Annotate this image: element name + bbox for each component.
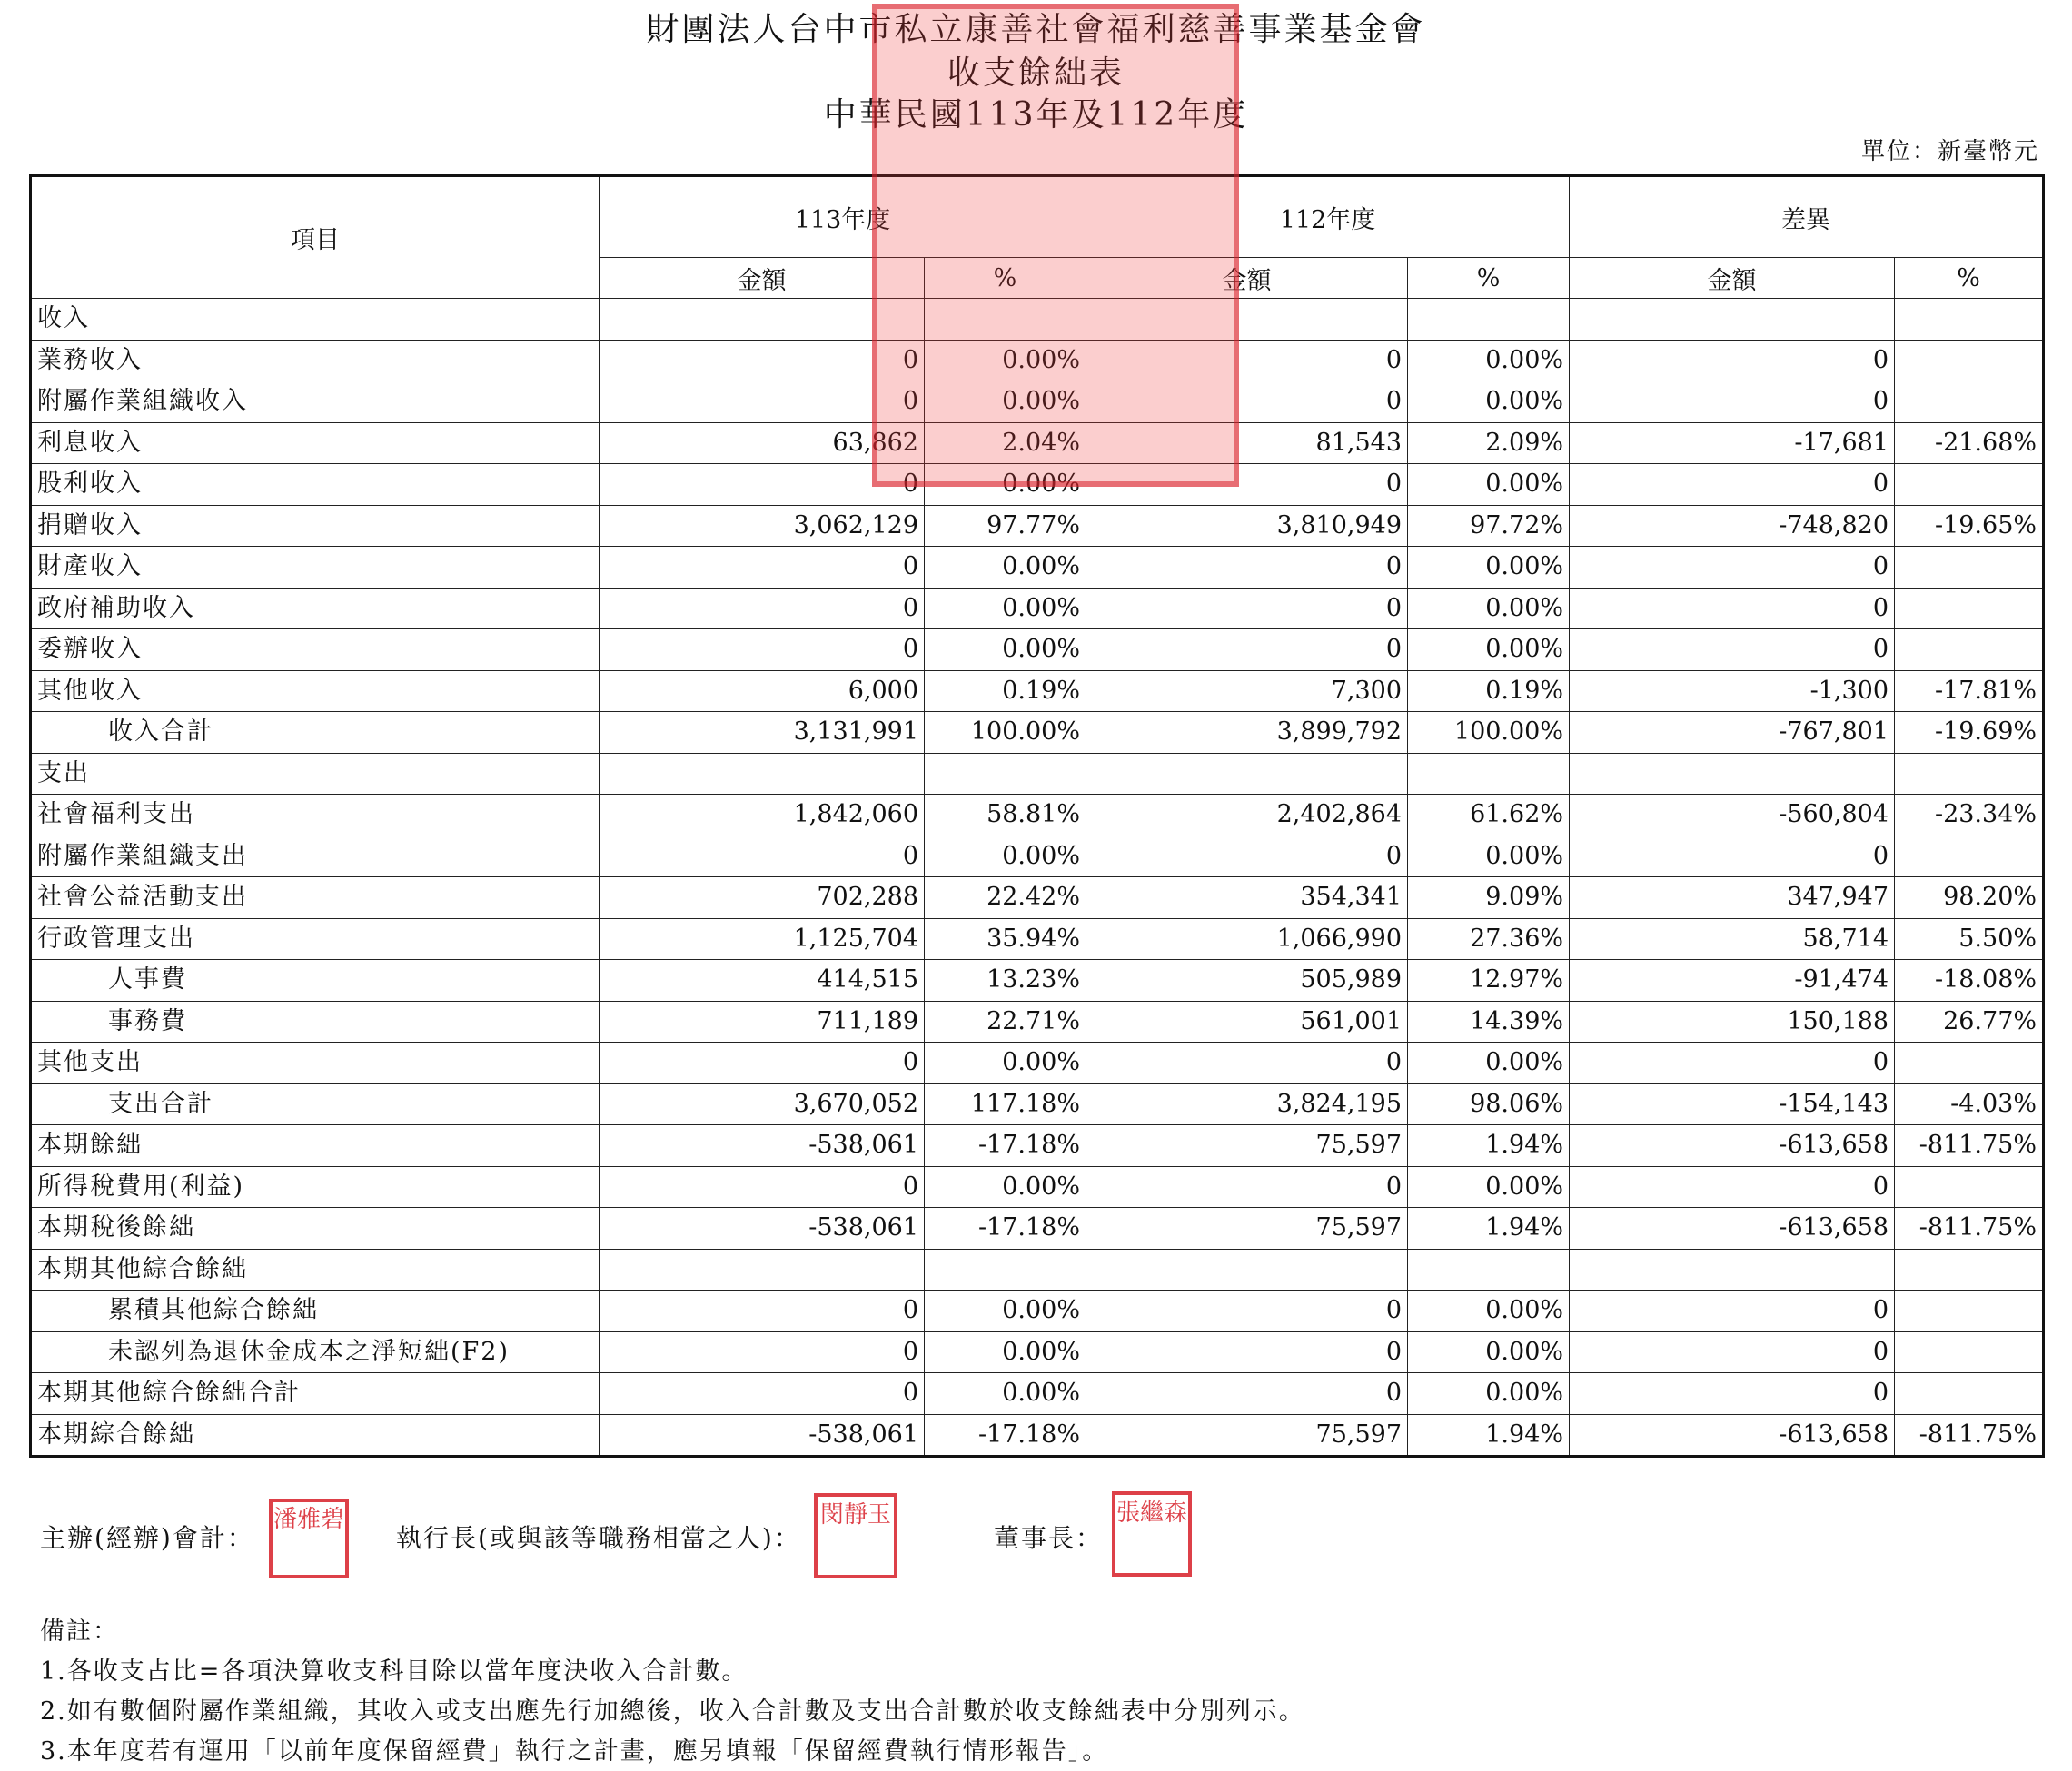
column-header-year-113: 113年度 bbox=[600, 176, 1086, 258]
cell-amount-diff: -154,143 bbox=[1570, 1083, 1895, 1125]
column-header-difference: 差異 bbox=[1570, 176, 2044, 258]
row-label: 財產收入 bbox=[31, 547, 600, 589]
cell-percent-diff bbox=[1895, 464, 2044, 506]
cell-amount-113: 414,515 bbox=[600, 960, 925, 1002]
cell-amount-113: 0 bbox=[600, 588, 925, 629]
table-row bbox=[31, 1291, 2044, 1332]
table-row bbox=[31, 1373, 2044, 1415]
row-label: 業務收入 bbox=[31, 340, 600, 381]
cell-amount-113: -538,061 bbox=[600, 1208, 925, 1250]
cell-percent-112: 0.00% bbox=[1408, 547, 1570, 589]
cell-amount-113: 0 bbox=[600, 1166, 925, 1208]
cell-percent-diff bbox=[1895, 547, 2044, 589]
table-row bbox=[31, 960, 2044, 1002]
row-label: 本期綜合餘絀 bbox=[31, 1414, 600, 1457]
cell-amount-diff: -1,300 bbox=[1570, 670, 1895, 712]
cell-amount-112: 75,597 bbox=[1086, 1208, 1408, 1250]
cell-percent-112: 0.19% bbox=[1408, 670, 1570, 712]
cell-amount-diff: 0 bbox=[1570, 381, 1895, 423]
column-header-amount: 金額 bbox=[600, 258, 925, 299]
cell-amount-diff: 150,188 bbox=[1570, 1001, 1895, 1043]
cell-amount-diff: 0 bbox=[1570, 1166, 1895, 1208]
row-label: 利息收入 bbox=[31, 422, 600, 464]
cell-amount-112: 561,001 bbox=[1086, 1001, 1408, 1043]
cell-amount-112: 0 bbox=[1086, 629, 1408, 671]
cell-amount-diff bbox=[1570, 1249, 1895, 1291]
table-row bbox=[31, 1414, 2044, 1457]
table-row bbox=[31, 1083, 2044, 1125]
row-label: 本期餘絀 bbox=[31, 1125, 600, 1167]
cell-percent-diff: -23.34% bbox=[1895, 795, 2044, 836]
cell-amount-112: 2,402,864 bbox=[1086, 795, 1408, 836]
cell-percent-112: 1.94% bbox=[1408, 1208, 1570, 1250]
notes-heading: 備註： bbox=[40, 1618, 119, 1646]
row-label: 收入合計 bbox=[31, 712, 600, 754]
cell-percent-112: 100.00% bbox=[1408, 712, 1570, 754]
cell-amount-112: 1,066,990 bbox=[1086, 918, 1408, 960]
cell-percent-113: 0.00% bbox=[925, 1331, 1086, 1373]
cell-amount-112: 0 bbox=[1086, 1373, 1408, 1415]
document-period: 中華民國113年及112年度 bbox=[823, 96, 1249, 134]
cell-percent-113: 100.00% bbox=[925, 712, 1086, 754]
cell-percent-diff bbox=[1895, 1331, 2044, 1373]
column-header-year-112: 112年度 bbox=[1086, 176, 1570, 258]
cell-amount-diff: -767,801 bbox=[1570, 712, 1895, 754]
cell-amount-112: 3,824,195 bbox=[1086, 1083, 1408, 1125]
cell-percent-112 bbox=[1408, 753, 1570, 795]
table-row bbox=[31, 1331, 2044, 1373]
cell-percent-113 bbox=[925, 1249, 1086, 1291]
cell-percent-112 bbox=[1408, 1249, 1570, 1291]
cell-amount-113: 0 bbox=[600, 629, 925, 671]
chair-seal-stamp: 張繼森 bbox=[1112, 1491, 1192, 1577]
cell-percent-113: 0.00% bbox=[925, 1166, 1086, 1208]
cell-amount-113: 6,000 bbox=[600, 670, 925, 712]
row-label: 捐贈收入 bbox=[31, 505, 600, 547]
table-row bbox=[31, 588, 2044, 629]
cell-percent-diff bbox=[1895, 1166, 2044, 1208]
cell-amount-113: 63,862 bbox=[600, 422, 925, 464]
cell-percent-113: 58.81% bbox=[925, 795, 1086, 836]
row-label: 事務費 bbox=[31, 1001, 600, 1043]
column-header-amount: 金額 bbox=[1086, 258, 1408, 299]
cell-amount-112: 0 bbox=[1086, 1166, 1408, 1208]
cell-percent-diff: -4.03% bbox=[1895, 1083, 2044, 1125]
cell-percent-diff bbox=[1895, 381, 2044, 423]
cell-amount-diff: -613,658 bbox=[1570, 1125, 1895, 1167]
cell-amount-112: 0 bbox=[1086, 836, 1408, 877]
cell-amount-112: 7,300 bbox=[1086, 670, 1408, 712]
cell-percent-113: 0.00% bbox=[925, 588, 1086, 629]
cell-percent-112: 0.00% bbox=[1408, 1291, 1570, 1332]
cell-percent-diff bbox=[1895, 588, 2044, 629]
cell-amount-113: -538,061 bbox=[600, 1414, 925, 1457]
cell-percent-113: 0.00% bbox=[925, 464, 1086, 506]
column-header-percent: % bbox=[1895, 258, 2044, 299]
table-row bbox=[31, 1001, 2044, 1043]
table-row bbox=[31, 836, 2044, 877]
cell-amount-113: 0 bbox=[600, 1043, 925, 1084]
cell-percent-diff bbox=[1895, 836, 2044, 877]
row-label: 收入 bbox=[31, 299, 600, 341]
row-label: 社會公益活動支出 bbox=[31, 877, 600, 919]
table-row bbox=[31, 505, 2044, 547]
cell-amount-diff: 0 bbox=[1570, 1043, 1895, 1084]
cell-amount-diff: -613,658 bbox=[1570, 1414, 1895, 1457]
cell-percent-113: 0.00% bbox=[925, 381, 1086, 423]
cell-percent-112: 0.00% bbox=[1408, 381, 1570, 423]
cell-amount-113: 1,842,060 bbox=[600, 795, 925, 836]
cell-percent-112: 0.00% bbox=[1408, 1166, 1570, 1208]
cell-amount-112: 3,810,949 bbox=[1086, 505, 1408, 547]
accountant-label: 主辦(經辦)會計： bbox=[40, 1523, 254, 1553]
cell-amount-112: 505,989 bbox=[1086, 960, 1408, 1002]
cell-amount-112 bbox=[1086, 753, 1408, 795]
cell-amount-diff: 0 bbox=[1570, 340, 1895, 381]
row-label: 未認列為退休金成本之淨短絀(F2) bbox=[31, 1331, 600, 1373]
row-label: 附屬作業組織支出 bbox=[31, 836, 600, 877]
row-label: 政府補助收入 bbox=[31, 588, 600, 629]
cell-amount-diff: -748,820 bbox=[1570, 505, 1895, 547]
cell-amount-112: 0 bbox=[1086, 381, 1408, 423]
cell-percent-diff bbox=[1895, 629, 2044, 671]
cell-percent-diff: -811.75% bbox=[1895, 1208, 2044, 1250]
cell-amount-113: 702,288 bbox=[600, 877, 925, 919]
cell-percent-112 bbox=[1408, 299, 1570, 341]
cell-amount-112: 75,597 bbox=[1086, 1125, 1408, 1167]
cell-percent-diff bbox=[1895, 1249, 2044, 1291]
cell-amount-112: 81,543 bbox=[1086, 422, 1408, 464]
cell-percent-diff: -811.75% bbox=[1895, 1125, 2044, 1167]
currency-unit: 單位：新臺幣元 bbox=[1860, 138, 2039, 165]
cell-percent-112: 98.06% bbox=[1408, 1083, 1570, 1125]
cell-percent-113: 35.94% bbox=[925, 918, 1086, 960]
cell-percent-113: -17.18% bbox=[925, 1208, 1086, 1250]
cell-amount-diff bbox=[1570, 299, 1895, 341]
cell-percent-diff: -811.75% bbox=[1895, 1414, 2044, 1457]
cell-percent-113: 0.00% bbox=[925, 1291, 1086, 1332]
cell-percent-112: 12.97% bbox=[1408, 960, 1570, 1002]
row-label: 委辦收入 bbox=[31, 629, 600, 671]
cell-percent-112: 97.72% bbox=[1408, 505, 1570, 547]
cell-amount-113: 0 bbox=[600, 464, 925, 506]
ceo-label: 執行長(或與該等職務相當之人)： bbox=[396, 1523, 801, 1553]
note-item: 1.各收支占比=各項決算收支科目除以當年度決收入合計數。 bbox=[40, 1657, 748, 1686]
cell-amount-diff: 0 bbox=[1570, 464, 1895, 506]
cell-amount-113: 0 bbox=[600, 340, 925, 381]
cell-percent-112: 0.00% bbox=[1408, 836, 1570, 877]
cell-amount-diff: 0 bbox=[1570, 1373, 1895, 1415]
table-row bbox=[31, 670, 2044, 712]
table-row bbox=[31, 918, 2044, 960]
table-row bbox=[31, 1125, 2044, 1167]
cell-percent-diff bbox=[1895, 1291, 2044, 1332]
cell-percent-113: 97.77% bbox=[925, 505, 1086, 547]
row-label: 行政管理支出 bbox=[31, 918, 600, 960]
table-row bbox=[31, 1208, 2044, 1250]
cell-amount-112: 0 bbox=[1086, 340, 1408, 381]
cell-percent-diff bbox=[1895, 753, 2044, 795]
cell-percent-113: 0.19% bbox=[925, 670, 1086, 712]
cell-percent-113: 117.18% bbox=[925, 1083, 1086, 1125]
note-item: 2.如有數個附屬作業組織，其收入或支出應先行加總後，收入合計數及支出合計數於收支餘絀表中分別列示。 bbox=[40, 1697, 1305, 1726]
cell-percent-diff: -17.81% bbox=[1895, 670, 2044, 712]
table-row bbox=[31, 877, 2044, 919]
cell-percent-112: 61.62% bbox=[1408, 795, 1570, 836]
cell-amount-113: 3,062,129 bbox=[600, 505, 925, 547]
column-header-percent: % bbox=[1408, 258, 1570, 299]
cell-amount-diff: 58,714 bbox=[1570, 918, 1895, 960]
cell-percent-113: 0.00% bbox=[925, 340, 1086, 381]
cell-percent-113: 13.23% bbox=[925, 960, 1086, 1002]
cell-amount-diff: 0 bbox=[1570, 547, 1895, 589]
row-label: 社會福利支出 bbox=[31, 795, 600, 836]
row-label: 支出合計 bbox=[31, 1083, 600, 1125]
cell-percent-112: 0.00% bbox=[1408, 1331, 1570, 1373]
cell-amount-diff: 0 bbox=[1570, 836, 1895, 877]
cell-amount-112: 0 bbox=[1086, 1291, 1408, 1332]
cell-amount-diff: -17,681 bbox=[1570, 422, 1895, 464]
table-row bbox=[31, 1166, 2044, 1208]
cell-amount-113: 0 bbox=[600, 1373, 925, 1415]
chair-label: 董事長： bbox=[994, 1523, 1104, 1553]
table-row bbox=[31, 547, 2044, 589]
row-label: 本期其他綜合餘絀 bbox=[31, 1249, 600, 1291]
cell-amount-113: 0 bbox=[600, 381, 925, 423]
cell-amount-diff: -560,804 bbox=[1570, 795, 1895, 836]
cell-amount-112: 0 bbox=[1086, 588, 1408, 629]
cell-amount-diff bbox=[1570, 753, 1895, 795]
cell-percent-112: 14.39% bbox=[1408, 1001, 1570, 1043]
cell-percent-113: -17.18% bbox=[925, 1125, 1086, 1167]
cell-amount-113: 0 bbox=[600, 1291, 925, 1332]
cell-percent-diff: -19.65% bbox=[1895, 505, 2044, 547]
cell-amount-112: 3,899,792 bbox=[1086, 712, 1408, 754]
cell-percent-113: 0.00% bbox=[925, 547, 1086, 589]
cell-percent-112: 1.94% bbox=[1408, 1125, 1570, 1167]
cell-percent-113: -17.18% bbox=[925, 1414, 1086, 1457]
table-row bbox=[31, 1249, 2044, 1291]
cell-percent-diff bbox=[1895, 340, 2044, 381]
cell-percent-112: 0.00% bbox=[1408, 1373, 1570, 1415]
cell-amount-113: 1,125,704 bbox=[600, 918, 925, 960]
cell-percent-112: 0.00% bbox=[1408, 464, 1570, 506]
cell-percent-diff: -21.68% bbox=[1895, 422, 2044, 464]
cell-percent-113: 2.04% bbox=[925, 422, 1086, 464]
cell-amount-diff: 0 bbox=[1570, 629, 1895, 671]
note-item: 3.本年度若有運用「以前年度保留經費」執行之計畫，應另填報「保留經費執行情形報告」。 bbox=[40, 1737, 1109, 1766]
table-row bbox=[31, 629, 2044, 671]
cell-percent-112: 1.94% bbox=[1408, 1414, 1570, 1457]
cell-amount-113: -538,061 bbox=[600, 1125, 925, 1167]
cell-percent-112: 2.09% bbox=[1408, 422, 1570, 464]
row-label: 股利收入 bbox=[31, 464, 600, 506]
cell-percent-112: 27.36% bbox=[1408, 918, 1570, 960]
row-label: 人事費 bbox=[31, 960, 600, 1002]
cell-amount-diff: 0 bbox=[1570, 1331, 1895, 1373]
cell-percent-113: 0.00% bbox=[925, 1373, 1086, 1415]
cell-amount-113: 3,670,052 bbox=[600, 1083, 925, 1125]
table-row bbox=[31, 1043, 2044, 1084]
cell-percent-113: 0.00% bbox=[925, 629, 1086, 671]
cell-amount-113: 0 bbox=[600, 836, 925, 877]
row-label: 本期稅後餘絀 bbox=[31, 1208, 600, 1250]
cell-amount-113: 0 bbox=[600, 1331, 925, 1373]
cell-amount-112: 75,597 bbox=[1086, 1414, 1408, 1457]
cell-percent-diff: 5.50% bbox=[1895, 918, 2044, 960]
row-label: 其他支出 bbox=[31, 1043, 600, 1084]
cell-amount-113: 711,189 bbox=[600, 1001, 925, 1043]
cell-amount-113 bbox=[600, 753, 925, 795]
ceo-seal-stamp: 閔靜玉 bbox=[814, 1493, 897, 1578]
cell-percent-diff: -18.08% bbox=[1895, 960, 2044, 1002]
organization-name: 財團法人台中市私立康善社會福利慈善事業基金會 bbox=[646, 11, 1426, 48]
cell-percent-113: 0.00% bbox=[925, 836, 1086, 877]
official-seal-stamp bbox=[872, 4, 1239, 487]
cell-amount-112: 0 bbox=[1086, 1043, 1408, 1084]
row-label: 累積其他綜合餘絀 bbox=[31, 1291, 600, 1332]
cell-percent-diff: 26.77% bbox=[1895, 1001, 2044, 1043]
cell-percent-diff bbox=[1895, 299, 2044, 341]
cell-amount-113: 3,131,991 bbox=[600, 712, 925, 754]
cell-amount-113: 0 bbox=[600, 547, 925, 589]
row-label: 其他收入 bbox=[31, 670, 600, 712]
cell-percent-113: 22.71% bbox=[925, 1001, 1086, 1043]
cell-amount-diff: 0 bbox=[1570, 1291, 1895, 1332]
row-label: 所得稅費用(利益) bbox=[31, 1166, 600, 1208]
accountant-seal-stamp: 潘雅碧 bbox=[269, 1499, 349, 1578]
row-label: 支出 bbox=[31, 753, 600, 795]
table-row bbox=[31, 795, 2044, 836]
cell-percent-diff bbox=[1895, 1043, 2044, 1084]
cell-amount-112: 0 bbox=[1086, 464, 1408, 506]
cell-amount-diff: -613,658 bbox=[1570, 1208, 1895, 1250]
cell-percent-112: 0.00% bbox=[1408, 629, 1570, 671]
row-label: 本期其他綜合餘絀合計 bbox=[31, 1373, 600, 1415]
cell-amount-diff: -91,474 bbox=[1570, 960, 1895, 1002]
cell-percent-113 bbox=[925, 753, 1086, 795]
table-row bbox=[31, 712, 2044, 754]
cell-percent-diff: -19.69% bbox=[1895, 712, 2044, 754]
cell-percent-112: 0.00% bbox=[1408, 588, 1570, 629]
cell-percent-112: 0.00% bbox=[1408, 340, 1570, 381]
cell-amount-diff: 347,947 bbox=[1570, 877, 1895, 919]
cell-percent-113: 0.00% bbox=[925, 1043, 1086, 1084]
cell-amount-112 bbox=[1086, 1249, 1408, 1291]
column-header-item: 項目 bbox=[31, 176, 600, 299]
table-row bbox=[31, 753, 2044, 795]
cell-amount-112: 354,341 bbox=[1086, 877, 1408, 919]
cell-amount-diff: 0 bbox=[1570, 588, 1895, 629]
column-header-amount: 金額 bbox=[1570, 258, 1895, 299]
cell-amount-112: 0 bbox=[1086, 1331, 1408, 1373]
document-title: 收支餘絀表 bbox=[947, 54, 1125, 92]
column-header-percent: % bbox=[925, 258, 1086, 299]
cell-amount-112: 0 bbox=[1086, 547, 1408, 589]
cell-amount-113 bbox=[600, 1249, 925, 1291]
cell-percent-112: 9.09% bbox=[1408, 877, 1570, 919]
cell-percent-112: 0.00% bbox=[1408, 1043, 1570, 1084]
cell-percent-diff bbox=[1895, 1373, 2044, 1415]
cell-percent-113: 22.42% bbox=[925, 877, 1086, 919]
row-label: 附屬作業組織收入 bbox=[31, 381, 600, 423]
cell-percent-diff: 98.20% bbox=[1895, 877, 2044, 919]
